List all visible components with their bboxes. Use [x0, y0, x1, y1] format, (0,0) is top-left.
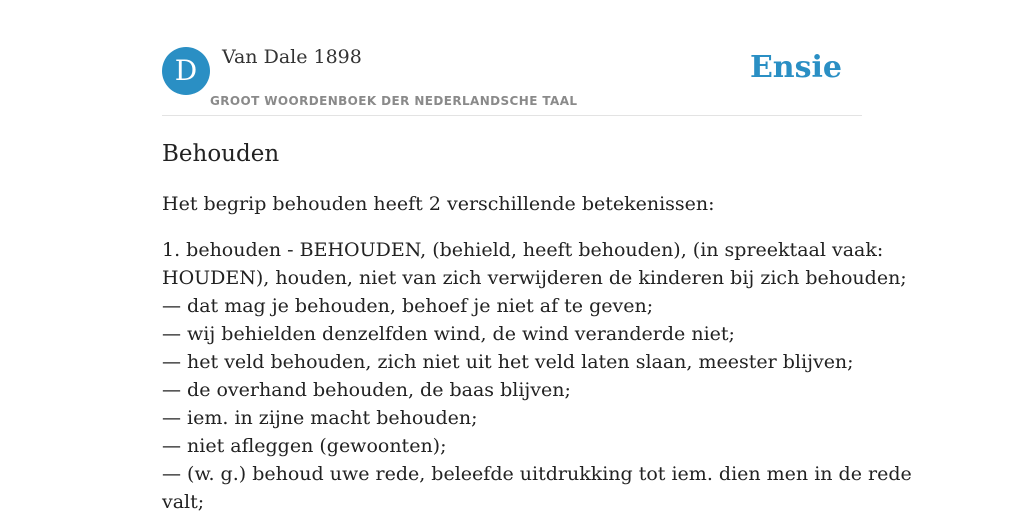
definition-line: — wij behielden denzelfden wind, de wind veranderde niet; [162, 323, 735, 345]
dictionary-title[interactable]: Van Dale 1898 [222, 46, 362, 68]
brand-logo[interactable]: Ensie [749, 50, 842, 85]
definition-line: 1. behouden - BEHOUDEN, (behield, heeft behouden), (in spreektaal vaak: [162, 239, 884, 261]
definition-line: HOUDEN), houden, niet van zich verwijderen de kinderen bij zich behouden; [162, 267, 907, 289]
dictionary-subtitle: GROOT WOORDENBOEK DER NEDERLANDSCHE TAAL [210, 94, 578, 108]
definition-line: — (w. g.) behoud uwe rede, beleefde uitdrukking tot iem. dien men in de rede [162, 463, 912, 485]
definition-line: — niet afleggen (gewoonten); [162, 435, 447, 457]
page-title: Behouden [162, 141, 280, 167]
header-divider [162, 115, 862, 116]
definition-text [162, 236, 912, 512]
entry-intro: Het begrip behouden heeft 2 verschillende betekenissen: [162, 193, 715, 215]
definition-line: — dat mag je behouden, behoef je niet af te geven; [162, 295, 654, 317]
definition-line: — de overhand behouden, de baas blijven; [162, 379, 571, 401]
definition-line: — iem. in zijne macht behouden; [162, 407, 478, 429]
definition-line: valt; [162, 491, 205, 512]
dictionary-avatar[interactable]: D [162, 47, 210, 95]
site-header [162, 46, 862, 116]
definition-line: — het veld behouden, zich niet uit het veld laten slaan, meester blijven; [162, 351, 854, 373]
entry-content [162, 138, 912, 512]
